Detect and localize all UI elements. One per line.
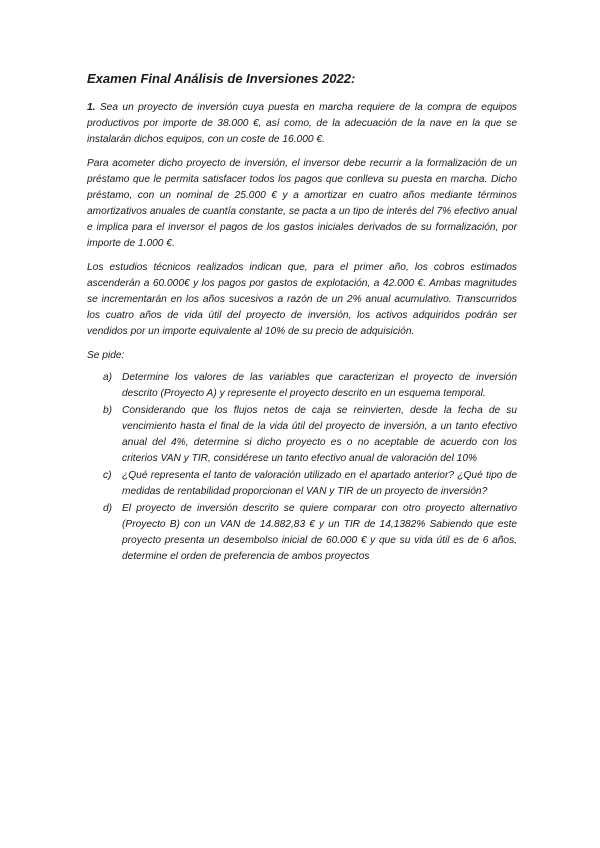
intro-text: Sea un proyecto de inversión cuya puesta en marcha requiere de la compra de equipos productivos por importe de 38.000 €, así como, de la adecuación de la nave en la que se instalarán dichos equipos, con un coste de 16.000 €. [87, 102, 517, 145]
list-item [103, 468, 517, 500]
item-text: Determine los valores de las variables que caracterizan el proyecto de inversión descrito (Proyecto A) y represente el proyecto descrito en un esquema temporal. [122, 372, 517, 399]
item-marker: a) [103, 372, 113, 383]
se-pide-heading: Se pide: [87, 350, 125, 361]
financing-paragraph: Para acometer dicho proyecto de inversión, el inversor debe recurrir a la formalización de un préstamo que le permita satisfacer todos los pagos que conlleva su puesta en marcha. Dicho préstamo, con un nominal de 25.000 € y a amortizar en cuatro años mediante términos amortizativos anuales de cuantía constante, se pacta a un tipo de interés del 7% efectivo anual e implica para el inversor el pagos de los gastos iniciales derivados de su formalización, por importe de 1.000 €. [87, 158, 517, 249]
question-list [87, 370, 517, 565]
exam-content [87, 70, 517, 566]
intro-paragraph [87, 100, 517, 148]
list-item [103, 403, 517, 467]
question-number: 1. [87, 102, 96, 113]
list-item [103, 370, 517, 402]
item-text: ¿Qué representa el tanto de valoración utilizado en el apartado anterior? ¿Qué tipo de medidas de rentabilidad proporcionan el VAN y TIR de un proyecto de inversión? [122, 470, 517, 497]
technical-studies-paragraph: Los estudios técnicos realizados indican que, para el primer año, los cobros estimados ascenderán a 60.000€ y los pagos por gastos de explotación, a 42.000 €. Ambas magnitudes se incrementarán en los años sucesivos a razón de un 2% anual acumulativo. Transcurridos los cuatro años de vida útil del proyecto de inversión, los activos adquiridos podrán ser vendidos por un importe equivalente al 10% de su precio de adquisición. [87, 262, 517, 337]
item-text: El proyecto de inversión descrito se quiere comparar con otro proyecto alternativo (Proyecto B) con un VAN de 14.882,83 € y un TIR de 14,1382% Sabiendo que este proyecto presenta un desembolso inicial de 60.000 € y que su vida útil es de 6 años, determine el orden de preferencia de ambos proyectos [122, 503, 517, 562]
list-item [103, 501, 517, 565]
item-marker: d) [103, 503, 113, 514]
item-marker: c) [103, 470, 112, 481]
item-marker: b) [103, 405, 113, 416]
item-text: Considerando que los flujos netos de caja se reinvierten, desde la fecha de su vencimiento hasta el final de la vida útil del proyecto de inversión, a un tanto efectivo anual del 4%, determine si dicho proyecto es o no aceptable de acuerdo con los criterios VAN y TIR, considérese un tanto efectivo anual de valoración del 10% [122, 405, 517, 464]
exam-title: Examen Final Análisis de Inversiones 2022: [87, 71, 356, 86]
